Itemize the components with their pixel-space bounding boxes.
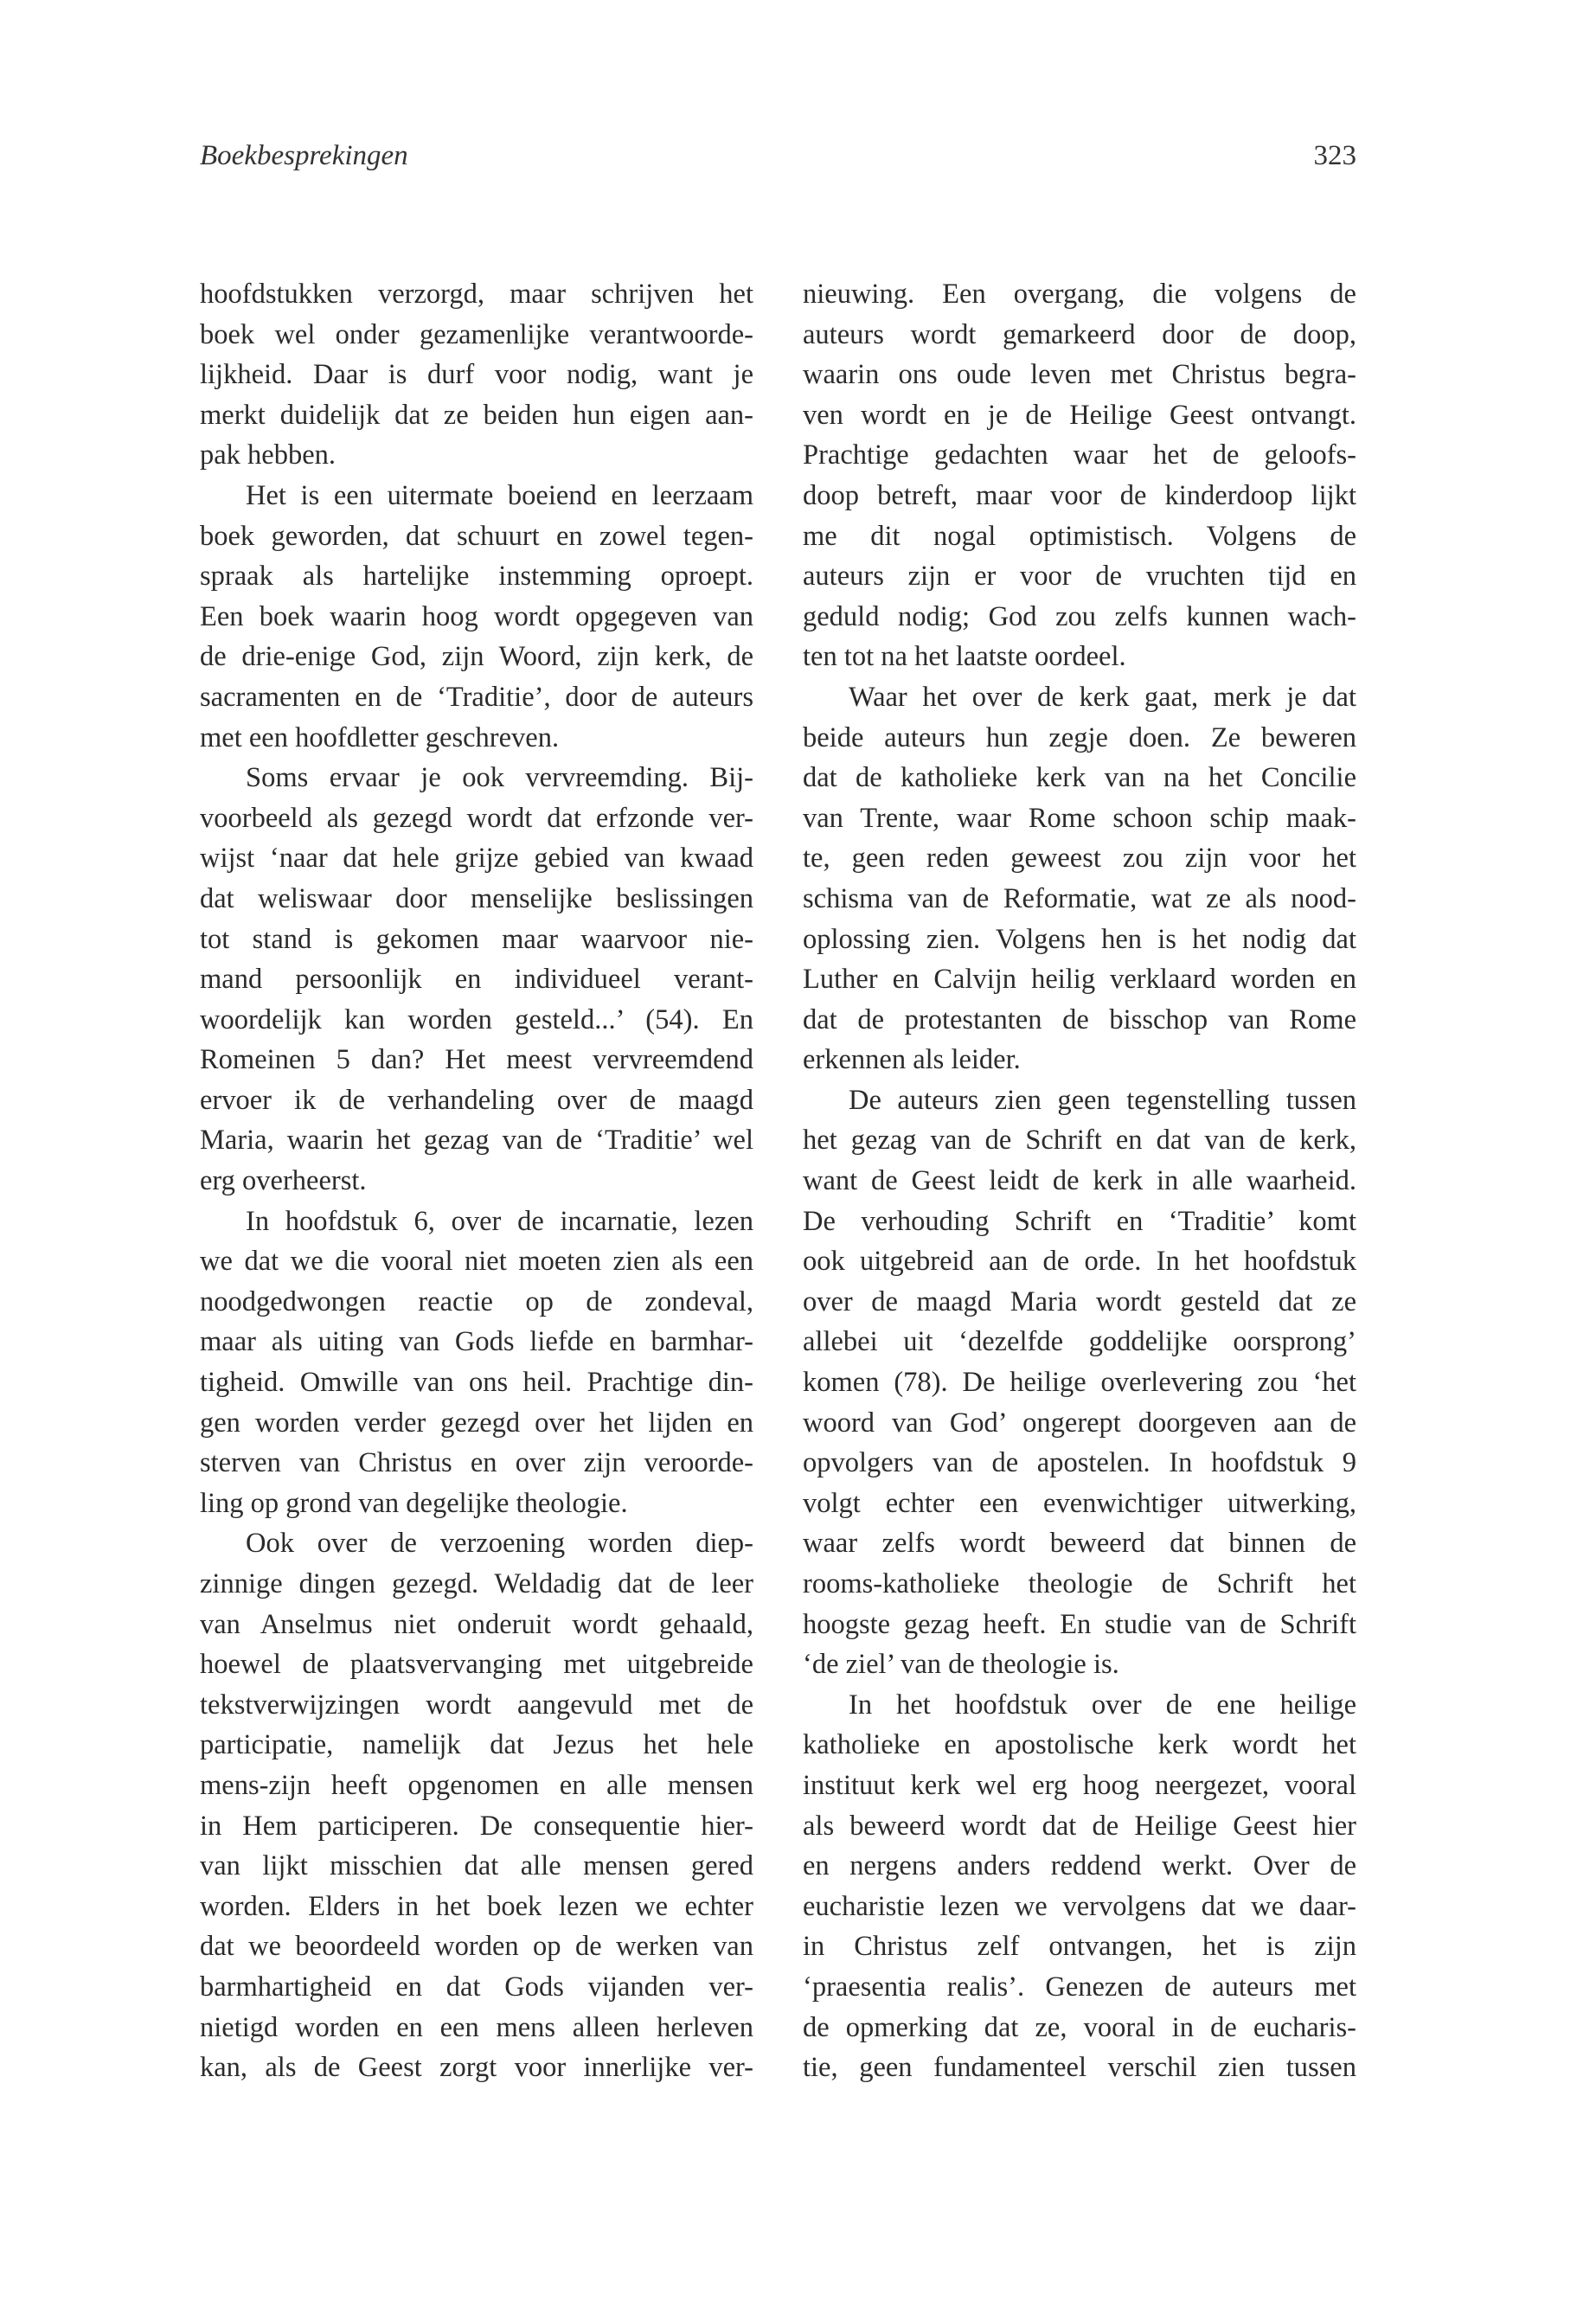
text-line: te, geen reden geweest zou zijn voor het <box>803 843 1356 875</box>
text-line: erg overheerst. <box>200 1165 367 1197</box>
text-line: Het is een uitermate boeiend en leerzaam <box>246 479 753 511</box>
text-line: nieuwing. Een overgang, die volgens de <box>803 279 1356 310</box>
text-line: auteurs wordt gemarkeerd door de doop, <box>803 318 1356 350</box>
text-line: woord van God’ ongerept doorgeven aan de <box>803 1407 1356 1439</box>
text-line: hoogste gezag heeft. En studie van de Schrift <box>803 1608 1356 1640</box>
text-line: ‘praesentia realis’. Genezen de auteurs met <box>803 1971 1356 2003</box>
text-line: beide auteurs hun zegje doen. Ze beweren <box>803 721 1356 753</box>
text-line: allebei uit ‘dezelfde goddelijke oorsprong’ <box>803 1326 1356 1358</box>
text-line: instituut kerk wel erg hoog neergezet, vooral <box>803 1769 1356 1801</box>
text-line: in Hem participeren. De consequentie hier- <box>200 1810 753 1842</box>
paragraph <box>803 1685 1356 2088</box>
text-line: mand persoonlijk en individueel verant- <box>200 964 753 996</box>
paragraph <box>200 1202 753 1524</box>
right-column <box>803 274 1356 2088</box>
paragraph <box>200 476 753 758</box>
text-line: als beweerd wordt dat de Heilige Geest hier <box>803 1810 1356 1842</box>
text-line: pak hebben. <box>200 439 337 471</box>
text-line: nietigd worden en een mens alleen herleven <box>200 2011 753 2043</box>
text-line: met een hoofdletter geschreven. <box>200 721 560 753</box>
text-line: hoofdstukken verzorgd, maar schrijven het <box>200 279 753 310</box>
text-line: hoewel de plaatsvervanging met uitgebreide <box>200 1649 753 1681</box>
text-line: Romeinen 5 dan? Het meest vervreemdend <box>200 1044 753 1076</box>
text-line: Ook over de verzoening worden diep- <box>246 1528 753 1560</box>
text-line: ‘de ziel’ van de theologie is. <box>803 1649 1119 1681</box>
text-line: tekstverwijzingen wordt aangevuld met de <box>200 1689 753 1721</box>
text-line: in Christus zelf ontvangen, het is zijn <box>803 1931 1356 1963</box>
running-head: Boekbesprekingen <box>200 140 408 171</box>
text-line: barmhartigheid en dat Gods vijanden ver- <box>200 1971 753 2003</box>
text-line: katholieke en apostolische kerk wordt het <box>803 1729 1356 1761</box>
left-column <box>200 274 753 2088</box>
text-line: merkt duidelijk dat ze beiden hun eigen aan- <box>200 399 753 431</box>
text-line: gen worden verder gezegd over het lijden en <box>200 1407 753 1439</box>
text-line: sterven van Christus en over zijn veroorde- <box>200 1447 753 1479</box>
paragraph <box>200 274 753 476</box>
text-line: Een boek waarin hoog wordt opgegeven van <box>200 600 753 632</box>
paragraph <box>200 758 753 1202</box>
text-line: ven wordt en je de Heilige Geest ontvangt. <box>803 399 1356 431</box>
text-line: volgt echter een evenwichtiger uitwerking, <box>803 1487 1356 1519</box>
text-line: geduld nodig; God zou zelfs kunnen wach- <box>803 600 1356 632</box>
text-line: mens-zijn heeft opgenomen en alle mensen <box>200 1769 753 1801</box>
text-line: lijkheid. Daar is durf voor nodig, want je <box>200 359 753 391</box>
paragraph <box>803 677 1356 1080</box>
text-line: eucharistie lezen we vervolgens dat we daar- <box>803 1890 1356 1922</box>
text-line: tie, geen fundamenteel verschil zien tussen <box>803 2052 1356 2084</box>
text-line: waar zelfs wordt beweerd dat binnen de <box>803 1528 1356 1560</box>
text-line: ervoer ik de verhandeling over de maagd <box>200 1084 753 1116</box>
text-line: me dit nogal optimistisch. Volgens de <box>803 520 1356 552</box>
text-line: het gezag van de Schrift en dat van de kerk, <box>803 1125 1356 1157</box>
text-line: boek wel onder gezamenlijke verantwoorde- <box>200 318 753 350</box>
text-line: rooms-katholieke theologie de Schrift het <box>803 1568 1356 1599</box>
paragraph <box>200 1523 753 2087</box>
text-line: noodgedwongen reactie op de zondeval, <box>200 1285 753 1317</box>
text-line: de opmerking dat ze, vooral in de eucharis- <box>803 2011 1356 2043</box>
text-line: van Trente, waar Rome schoon schip maak- <box>803 802 1356 834</box>
text-line: In hoofdstuk 6, over de incarnatie, lezen <box>246 1205 753 1237</box>
text-line: sacramenten en de ‘Traditie’, door de auteurs <box>200 681 753 713</box>
text-line: we dat we die vooral niet moeten zien als een <box>200 1246 753 1278</box>
text-line: Waar het over de kerk gaat, merk je dat <box>849 681 1356 713</box>
text-line: ook uitgebreid aan de orde. In het hoofdstuk <box>803 1246 1356 1278</box>
text-line: maar als uiting van Gods liefde en barmhar- <box>200 1326 753 1358</box>
text-line: spraak als hartelijke instemming oproept. <box>200 561 753 593</box>
text-line: worden. Elders in het boek lezen we echter <box>200 1890 753 1922</box>
text-line: waarin ons oude leven met Christus begra- <box>803 359 1356 391</box>
text-line: ten tot na het laatste oordeel. <box>803 641 1126 673</box>
text-line: wijst ‘naar dat hele grijze gebied van kwaad <box>200 843 753 875</box>
text-line: van Anselmus niet onderuit wordt gehaald, <box>200 1608 753 1640</box>
text-line: want de Geest leidt de kerk in alle waarheid. <box>803 1165 1356 1197</box>
text-line: zinnige dingen gezegd. Weldadig dat de leer <box>200 1568 753 1599</box>
text-line: boek geworden, dat schuurt en zowel tegen- <box>200 520 753 552</box>
text-line: Luther en Calvijn heilig verklaard worden en <box>803 964 1356 996</box>
text-line: doop betreft, maar voor de kinderdoop lijkt <box>803 479 1356 511</box>
text-line: dat de katholieke kerk van na het Concilie <box>803 762 1356 794</box>
text-line: oplossing zien. Volgens hen is het nodig dat <box>803 923 1356 955</box>
text-line: kan, als de Geest zorgt voor innerlijke ver- <box>200 2052 753 2084</box>
text-line: dat weliswaar door menselijke beslissingen <box>200 882 753 914</box>
text-line: Prachtige gedachten waar het de geloofs- <box>803 439 1356 471</box>
paragraph <box>803 274 1356 677</box>
text-line: opvolgers van de apostelen. In hoofdstuk 9 <box>803 1447 1356 1479</box>
paragraph <box>803 1080 1356 1685</box>
text-line: De auteurs zien geen tegenstelling tussen <box>849 1084 1356 1116</box>
text-line: In het hoofdstuk over de ene heilige <box>849 1689 1356 1721</box>
text-line: ling op grond van degelijke theologie. <box>200 1487 628 1519</box>
text-line: Maria, waarin het gezag van de ‘Traditie’ wel <box>200 1125 753 1157</box>
text-line: en nergens anders reddend werkt. Over de <box>803 1850 1356 1882</box>
text-line: tot stand is gekomen maar waarvoor nie- <box>200 923 753 955</box>
text-line: van lijkt misschien dat alle mensen gered <box>200 1850 753 1882</box>
text-line: De verhouding Schrift en ‘Traditie’ komt <box>803 1205 1356 1237</box>
text-line: tigheid. Omwille van ons heil. Prachtige din- <box>200 1367 753 1399</box>
text-line: over de maagd Maria wordt gesteld dat ze <box>803 1285 1356 1317</box>
page-number: 323 <box>1313 140 1356 171</box>
text-line: woordelijk kan worden gesteld...’ (54). En <box>200 1003 753 1035</box>
text-line: Soms ervaar je ook vervreemding. Bij- <box>246 762 753 794</box>
text-line: voorbeeld als gezegd wordt dat erfzonde ver- <box>200 802 753 834</box>
text-line: erkennen als leider. <box>803 1044 1021 1076</box>
text-line: dat de protestanten de bisschop van Rome <box>803 1003 1356 1035</box>
text-line: de drie-enige God, zijn Woord, zijn kerk, de <box>200 641 753 673</box>
text-line: participatie, namelijk dat Jezus het hele <box>200 1729 753 1761</box>
text-line: komen (78). De heilige overlevering zou ‘het <box>803 1367 1356 1399</box>
text-line: auteurs zijn er voor de vruchten tijd en <box>803 561 1356 593</box>
text-line: dat we beoordeeld worden op de werken van <box>200 1931 753 1963</box>
text-line: schisma van de Reformatie, wat ze als nood- <box>803 882 1356 914</box>
